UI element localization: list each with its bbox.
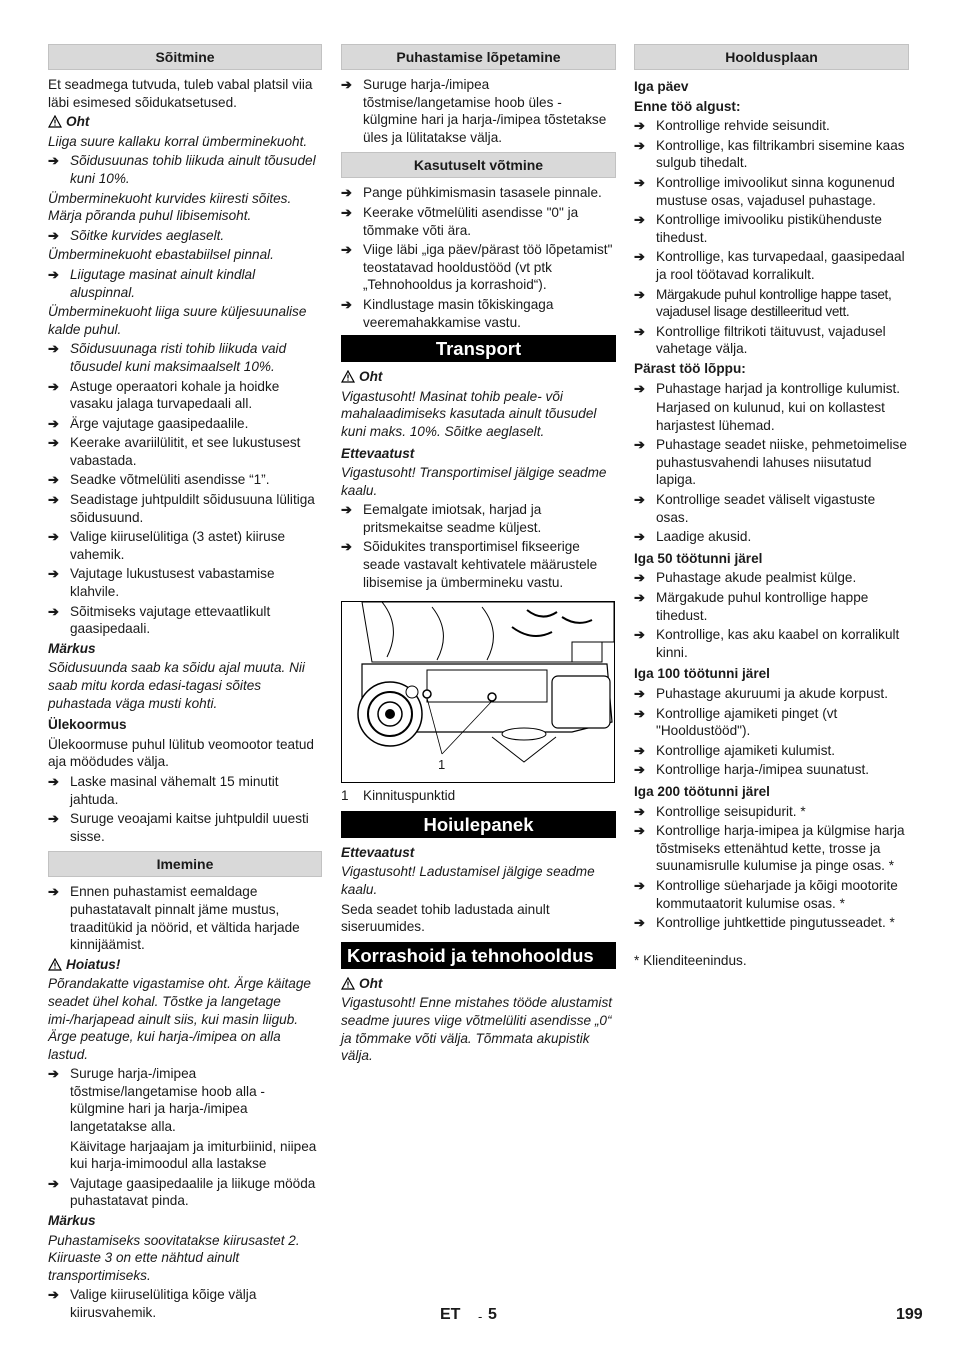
list-item: ➔ Suruge harja-/imipea tõstmise/langetamise hoob üles - külgmine hari ja harja-/imipea tõstetakse üles ja lülitatakse välja. bbox=[341, 77, 607, 145]
caution-text: Vigastusoht! Ladustamisel jälgige seadme kaalu. bbox=[341, 864, 595, 898]
subheading-after: Pärast töö lõppu: bbox=[634, 360, 746, 376]
arrow-icon: ➔ bbox=[48, 884, 59, 900]
arrow-icon: ➔ bbox=[341, 502, 352, 518]
footer-separator: - bbox=[478, 1309, 483, 1324]
list-item: ➔ Laske masinal vähemalt 15 minutit jahtuda. bbox=[48, 773, 279, 807]
note-text: Puhastamiseks soovitatakse kiirusastet 2. Kiiruaste 3 on ette nähtud ainult transportimiseks. bbox=[48, 1232, 300, 1283]
list-item: ➔ Pange pühkimismasin tasasele pinnale. bbox=[341, 185, 602, 201]
arrow-icon: ➔ bbox=[48, 378, 59, 394]
subheading-daily: Iga päev bbox=[634, 79, 689, 94]
arrow-icon: ➔ bbox=[341, 296, 352, 312]
arrow-icon: ➔ bbox=[634, 570, 645, 586]
section-heading-hooldusplaan: Hooldusplaan bbox=[634, 44, 909, 70]
arrow-icon: ➔ bbox=[341, 204, 352, 220]
section-heading-imemine: Imemine bbox=[48, 851, 322, 877]
list-item: ➔ Kontrollige imivooliku pistikühenduste tihedust. bbox=[634, 212, 882, 245]
warning-triangle-icon bbox=[48, 115, 62, 128]
list-item: ➔ Laadige akusid. bbox=[634, 529, 752, 545]
section-heading-korrashoid: Korrashoid ja tehnohooldus bbox=[341, 942, 616, 969]
subheading-200h: Iga 200 töötunni järel bbox=[634, 783, 770, 799]
list-item: ➔ Keerake avariilülitit, et see lukustusest vabastada. bbox=[48, 435, 301, 468]
list-item-continuation: Käivitage harjaajam ja imiturbiinid, niipea kui harja-imimoodul alla lastakse bbox=[70, 1138, 317, 1172]
arrow-icon: ➔ bbox=[48, 1066, 59, 1082]
list-item: ➔ Liigutage masinat ainult kindlal aluspinnal. bbox=[48, 266, 256, 300]
caution-text: Vigastusoht! Transportimisel jälgige seadme kaalu. bbox=[341, 465, 607, 498]
page-number: 199 bbox=[896, 1306, 923, 1323]
warning-triangle-icon bbox=[341, 370, 355, 383]
arrow-icon: ➔ bbox=[634, 212, 645, 228]
list-item: ➔ Viige läbi „iga päev/pärast töö lõpetamist" teostatavad hooldustööd (vt ptk „Tehnohooldus ja korrashoid“). bbox=[341, 242, 613, 293]
arrow-icon: ➔ bbox=[634, 437, 645, 453]
arrow-icon: ➔ bbox=[634, 323, 645, 339]
arrow-icon: ➔ bbox=[634, 529, 645, 545]
arrow-icon: ➔ bbox=[634, 118, 645, 134]
arrow-icon: ➔ bbox=[48, 566, 59, 582]
list-item: ➔ Sõitke kurvides aeglaselt. bbox=[48, 227, 225, 243]
list-item: ➔ Sõidusuunaga risti tohib liikuda vaid tõusudel kuni maksimaalselt 10%. bbox=[48, 341, 287, 374]
arrow-icon: ➔ bbox=[341, 185, 352, 201]
arrow-icon: ➔ bbox=[48, 153, 59, 169]
note-text: Sõidusuunda saab ka sõidu ajal muuta. Nii saab mitu korda edasi-tagasi sõites puhastada väga musti kohti. bbox=[48, 660, 305, 711]
footer-language: ET bbox=[440, 1306, 461, 1323]
subheading-overload: Ülekoormus bbox=[48, 717, 127, 733]
figure-callout-number: 1 bbox=[438, 757, 446, 773]
arrow-icon: ➔ bbox=[48, 341, 59, 357]
arrow-icon: ➔ bbox=[48, 773, 59, 789]
arrow-icon: ➔ bbox=[48, 492, 59, 508]
arrow-icon: ➔ bbox=[634, 803, 645, 819]
caution-label: Ettevaatust bbox=[341, 445, 415, 461]
column-middle bbox=[341, 44, 616, 1067]
list-item: ➔ Kontrollige, kas filtrikambri sisemine kaas sulgub tihedalt. bbox=[634, 137, 905, 171]
arrow-icon: ➔ bbox=[634, 137, 645, 153]
list-item: ➔ Suruge veoajami kaitse juhtpuldil uuesti sisse. bbox=[48, 811, 309, 844]
arrow-icon: ➔ bbox=[341, 77, 352, 92]
list-item: ➔ Kontrollige harja-/imipea suunatust. bbox=[634, 762, 870, 778]
list-item: ➔ Kontrollige seadet väliselt vigastuste osas. bbox=[634, 492, 876, 525]
list-item: ➔ Valige kiiruselülitiga (3 astet) kiiruse vahemik. bbox=[48, 529, 286, 562]
figure-caption: 1 Kinnituspunktid bbox=[341, 788, 456, 804]
paragraph: Seda seadet tohib ladustada ainult siseruumides. bbox=[341, 901, 550, 935]
arrow-icon: ➔ bbox=[634, 174, 645, 190]
paragraph: Et seadmega tutvuda, tuleb vabal platsil viia läbi esimesed sõidukatsetused. bbox=[48, 77, 313, 110]
arrow-icon: ➔ bbox=[48, 435, 59, 451]
list-item: ➔ Kontrollige ajamiketi kulumist. bbox=[634, 742, 836, 758]
arrow-icon: ➔ bbox=[634, 915, 645, 931]
list-item: ➔ Astuge operaatori kohale ja hoidke vasaku jalaga turvapedaali all. bbox=[48, 378, 280, 412]
arrow-icon: ➔ bbox=[634, 686, 645, 701]
section-heading-kasutuselt: Kasutuselt võtmine bbox=[341, 152, 616, 178]
list-item: ➔ Puhastage harjad ja kontrollige kulumist. bbox=[634, 380, 901, 396]
list-item: ➔ Valige kiiruselülitiga kõige välja kiirusvahemik. bbox=[48, 1287, 257, 1320]
arrow-icon: ➔ bbox=[48, 811, 59, 827]
arrow-icon: ➔ bbox=[48, 472, 59, 488]
list-item: ➔ Märgakude puhul kontrollige happe tihedust. bbox=[634, 590, 869, 623]
figure-tie-down-points bbox=[341, 601, 615, 783]
arrow-icon: ➔ bbox=[48, 1287, 59, 1303]
list-item: ➔ Kontrollige, kas aku kaabel on korralikult kinni. bbox=[634, 627, 900, 660]
list-item: ➔ Kontrollige imivoolikut sinna kogunenud mustuse osas, vajadusel puhastage. bbox=[634, 174, 895, 208]
arrow-icon: ➔ bbox=[634, 627, 645, 643]
section-heading-transport: Transport bbox=[341, 335, 616, 362]
column-right bbox=[634, 44, 909, 971]
warning-triangle-icon bbox=[341, 977, 355, 990]
warning-text: Põrandakatte vigastamise oht. Ärge käitage seadet ühel kohal. Tõstke ja langetage imi-/harjapead ainult siis, kui masin liigub. Ärge peatuge, kui harja-/imipea on alla lastud. bbox=[48, 976, 311, 1062]
warning-label: Hoiatus! bbox=[48, 956, 322, 974]
warning-text: Vigastusoht! Enne mistahes tööde alustamist seadme juures viige võtmelüliti asendisse „0“ ja tõmmake võti välja. Tõmmata akupistik välja. bbox=[341, 995, 613, 1064]
arrow-icon: ➔ bbox=[48, 529, 59, 545]
footer-section-page: 5 bbox=[488, 1306, 497, 1323]
arrow-icon: ➔ bbox=[634, 705, 645, 721]
warning-text: Ümberminekuoht ebastabiilsel pinnal. bbox=[48, 247, 274, 263]
list-item: ➔ Kontrollige süeharjade ja kõigi mootorite kommutaatorit kulumise osas. * bbox=[634, 877, 898, 911]
arrow-icon: ➔ bbox=[48, 415, 59, 431]
list-item: ➔ Sõitmiseks vajutage ettevaatlikult gaasipedaali. bbox=[48, 603, 271, 637]
arrow-icon: ➔ bbox=[634, 823, 645, 839]
warning-text: Ümberminekuoht kurvides kiiresti sõites. Märja põranda puhul libisemisoht. bbox=[48, 190, 292, 224]
warning-triangle-icon bbox=[48, 958, 62, 971]
arrow-icon: ➔ bbox=[634, 249, 645, 265]
list-item: ➔ Eemalgate imiotsak, harjad ja pritsmekaitse seadme küljest. bbox=[341, 502, 542, 535]
warning-label: Oht bbox=[341, 368, 616, 386]
warning-text: Ümberminekuoht liiga suure küljesuunalise kalde puhul. bbox=[48, 304, 307, 337]
subheading-50h: Iga 50 töötunni järel bbox=[634, 550, 763, 566]
list-item: ➔ Puhastage akude pealmist külge. bbox=[634, 570, 857, 586]
section-heading-hoiulepanek: Hoiulepanek bbox=[341, 811, 616, 838]
warning-label: Oht bbox=[48, 113, 322, 131]
list-item: ➔ Kontrollige rehvide seisundit. bbox=[634, 118, 830, 134]
list-item: ➔ Sõidusuunas tohib liikuda ainult tõusudel kuni 10%. bbox=[48, 153, 316, 186]
list-item: ➔ Seadke võtmelüliti asendisse “1”. bbox=[48, 472, 270, 488]
section-heading-lopetamine: Puhastamise lõpetamine bbox=[341, 44, 616, 70]
arrow-icon: ➔ bbox=[634, 762, 645, 778]
list-item: ➔ Puhastage seadet niiske, pehmetoimelise puhastusvahendi lahuses niisutatud lapiga. bbox=[634, 437, 907, 488]
paragraph: Ülekoormuse puhul lülitub veomootor teatud aja möödudes välja. bbox=[48, 736, 314, 770]
list-item: ➔ Kindlustage masin tõkiskingaga veeremahakkamise vastu. bbox=[341, 296, 554, 330]
arrow-icon: ➔ bbox=[48, 603, 59, 619]
note-label: Märkus bbox=[48, 1213, 96, 1229]
sweeper-machine-illustration bbox=[342, 602, 614, 782]
list-item: ➔ Kontrollige, kas turvapedaal, gaasipedaal ja rool töötavad korralikult. bbox=[634, 249, 905, 282]
list-item: ➔ Kontrollige ajamiketi pinget (vt "Hooldustööd"). bbox=[634, 705, 838, 739]
column-left bbox=[48, 44, 322, 1324]
warning-text: Liiga suure kallaku korral ümberminekuoht. bbox=[48, 133, 308, 149]
list-item: ➔ Puhastage akuruumi ja akude korpust. bbox=[634, 686, 888, 701]
list-item: ➔ Kontrollige juhtkettide pingutusseadet. * bbox=[634, 915, 895, 931]
list-item: ➔ Seadistage juhtpuldilt sõidusuuna lülitiga sõidusuund. bbox=[48, 492, 315, 525]
list-item: ➔ Ennen puhastamist eemaldage puhastatavalt pinnalt jäme mustus, traaditükid ja nöörid, et vältida harjade kinnijäämist. bbox=[48, 884, 300, 953]
list-item: ➔ Märgakude puhul kontrollige happe taset, vajadusel lisage destilleeritud vett. bbox=[634, 286, 892, 320]
list-item: ➔ Kontrollige harja-imipea ja külgmise harja tõstmiseks ettenähtud kette, trosse ja suunamisrulle kulumise ja pinge osas. * bbox=[634, 823, 905, 874]
subheading-100h: Iga 100 töötunni järel bbox=[634, 666, 770, 682]
list-item: ➔ Keerake võtmelüliti asendisse "0" ja tõmmake võti ära. bbox=[341, 204, 579, 238]
arrow-icon: ➔ bbox=[634, 286, 645, 302]
arrow-icon: ➔ bbox=[634, 742, 645, 758]
list-item: ➔ Kontrollige seisupidurit. * bbox=[634, 803, 806, 819]
arrow-icon: ➔ bbox=[634, 877, 645, 893]
arrow-icon: ➔ bbox=[634, 590, 645, 606]
list-item: ➔ Kontrollige filtrikoti täituvust, vajadusel vahetage välja. bbox=[634, 323, 886, 357]
list-item: ➔ Vajutage gaasipedaalile ja liikuge mööda puhastatavat pinda. bbox=[48, 1175, 316, 1209]
warning-text: Vigastusoht! Masinat tohib peale- või mahalaadimiseks kasutada ainult tõusudel kuni maks. 10%. Sõitke aeglaselt. bbox=[341, 388, 597, 439]
arrow-icon: ➔ bbox=[48, 266, 59, 282]
list-item: ➔ Suruge harja-/imipea tõstmise/langetamise hoob alla - külgmine hari ja harja-/imipea langetatakse alla. bbox=[48, 1066, 265, 1135]
arrow-icon: ➔ bbox=[48, 227, 59, 243]
note-label: Märkus bbox=[48, 640, 96, 656]
section-heading-soitmine: Sõitmine bbox=[48, 44, 322, 70]
arrow-icon: ➔ bbox=[48, 1175, 59, 1191]
subheading-before: Enne töö algust: bbox=[634, 98, 741, 114]
list-item: ➔ Sõidukites transportimisel fikseerige seade vastavalt kehtivatele määrustele libisemise ja ümbermineku vastu. bbox=[341, 539, 598, 590]
arrow-icon: ➔ bbox=[634, 492, 645, 508]
arrow-icon: ➔ bbox=[341, 539, 352, 555]
list-item-continuation: Harjased on kulunud, kui on kollastest harjastest lühemad. bbox=[656, 400, 885, 433]
list-item: ➔ Vajutage lukustusest vabastamise klahvile. bbox=[48, 566, 275, 600]
arrow-icon: ➔ bbox=[634, 380, 645, 396]
arrow-icon: ➔ bbox=[341, 242, 352, 258]
list-item: ➔ Ärge vajutage gaasipedaalile. bbox=[48, 415, 249, 431]
caution-label: Ettevaatust bbox=[341, 844, 415, 860]
warning-label: Oht bbox=[341, 975, 616, 993]
footnote: * Klienditeenindus. bbox=[634, 952, 747, 968]
